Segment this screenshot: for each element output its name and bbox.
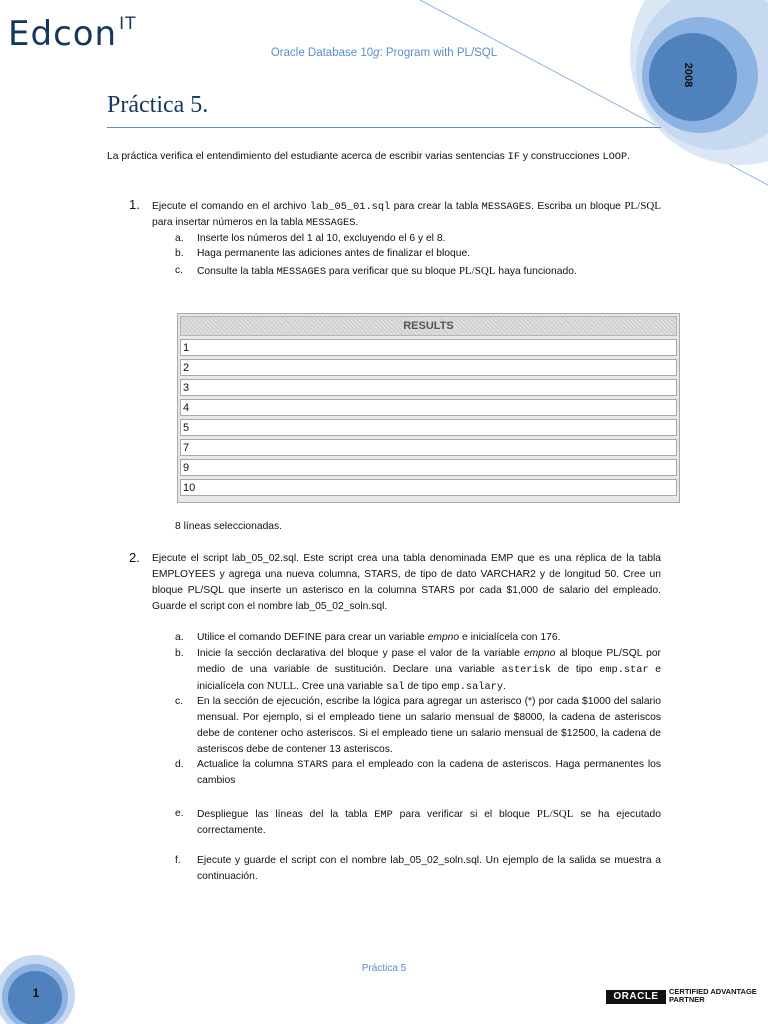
item-2d-text: Actualice la columna STARS para el empleado con la cadena de asteriscos. Haga permanentes los cambios [197, 759, 661, 786]
result-row: 5 [180, 419, 677, 436]
results-caption: 8 líneas seleccionadas. [175, 521, 283, 532]
page-number: 1 [32, 986, 40, 1000]
intro-paragraph: La práctica verifica el entendimiento del estudiante acerca de escribir varias sentencias IF y construcciones LOOP. [107, 151, 631, 163]
item-2f-letter: f. [175, 855, 181, 866]
item-2a-letter: a. [175, 632, 184, 643]
item-1a-text: Inserte los números del 1 al 10, excluyendo el 6 y el 8. [197, 233, 446, 244]
result-row: 2 [180, 359, 677, 376]
item-1b-text: Haga permanente las adiciones antes de finalizar el bloque. [197, 248, 471, 259]
item-2c-letter: c. [175, 696, 184, 707]
header-title: Oracle Database 10g: Program with PL/SQL [270, 47, 498, 59]
item-2e-letter: e. [175, 808, 184, 819]
item-1-text: Ejecute el comando en el archivo lab_05_01.sql para crear la tabla MESSAGES. Escriba un bloque PL/SQL para insertar números en la tabla MESSAGES. [152, 200, 661, 229]
results-table [177, 313, 680, 503]
item-2f-text: Ejecute y guarde el script con el nombre lab_05_02_soln.sql. Un ejemplo de la salida se muestra a continuación. [197, 855, 661, 882]
results-header: RESULTS [180, 316, 677, 336]
item-2-number: 2. [129, 550, 140, 565]
title-divider [107, 127, 661, 128]
page-title: Práctica 5. [107, 92, 209, 118]
item-1c-letter: c. [175, 265, 184, 276]
result-row: 7 [180, 439, 677, 456]
result-row: 4 [180, 399, 677, 416]
edcon-logo: Edcon $^{IT}$ [8, 13, 137, 54]
result-row: 10 [180, 479, 677, 496]
result-row: 9 [180, 459, 677, 476]
footer-title: Práctica 5 [361, 963, 407, 974]
item-2b-letter: b. [175, 648, 184, 659]
item-1c-text: Consulte la tabla MESSAGES para verificar que su bloque PL/SQL haya funcionado. [197, 265, 577, 278]
item-2d-letter: d. [175, 759, 184, 770]
item-1b-letter: b. [175, 248, 184, 259]
year-badge: 2008 [682, 62, 694, 88]
item-1a-letter: a. [175, 233, 184, 244]
oracle-logo: ORACLE [606, 990, 666, 1004]
item-2b-text: Inicie la sección declarativa del bloque y pase el valor de la variable empno al bloque PL/SQL por medio de una variable de sustitución. Declare una variable asterisk de tipo emp.star e inicialícela con NULL. Cree una variable sal de tipo emp.salary. [197, 648, 662, 693]
item-1-number: 1. [129, 197, 140, 212]
item-2c-text: En la sección de ejecución, escribe la lógica para agregar un asterisco (*) por cada $1000 del salario mensual. Por ejemplo, si el empleado tiene un salario mensual de $8000, la cadena de asteriscos debe de contener ocho asteriscos. Si el empleado tiene un salario mensual de $12500, la cadena de asteriscos debe de contener 13 asteriscos. [197, 696, 661, 755]
item-2-text: Ejecute el script lab_05_02.sql. Este script crea una tabla denominada EMP que es una réplica de la tabla EMPLOYEES y agrega una nueva columna, STARS, de tipo de dato VARCHAR2 y de longitud 50. Cree un bloque PL/SQL que inserte un asterisco en la columna STARS por cada $1,000 de salario del empleado. Guarde el script con el nombre lab_05_02_soln.sql. [152, 553, 661, 612]
item-2e-text: Despliegue las líneas del la tabla EMP para verificar si el bloque PL/SQL se ha ejecutado correctamente. [197, 808, 661, 836]
partner-badge: CERTIFIED ADVANTAGE PARTNER [669, 987, 757, 1004]
item-2a-text: Utilice el comando DEFINE para crear un variable empno e inicialícela con 176. [197, 632, 561, 643]
result-row: 3 [180, 379, 677, 396]
result-row: 1 [180, 339, 677, 356]
